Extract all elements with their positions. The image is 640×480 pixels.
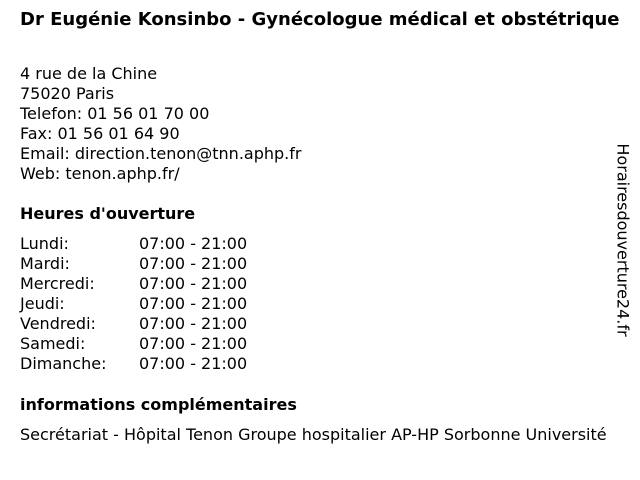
website-link[interactable]: Web: tenon.aphp.fr/	[20, 164, 180, 183]
time-range: 07:00 - 21:00	[139, 294, 248, 313]
time-range: 07:00 - 21:00	[139, 234, 248, 253]
time-range: 07:00 - 21:00	[139, 334, 248, 353]
time-range: 07:00 - 21:00	[139, 274, 248, 293]
day-label: Samedi:	[20, 334, 86, 353]
hours-row-wednesday	[20, 274, 247, 294]
phone-number[interactable]: Telefon: 01 56 01 70 00	[20, 104, 210, 123]
day-label: Mercredi:	[20, 274, 95, 293]
additional-info-heading: informations complémentaires	[20, 395, 297, 414]
hours-row-monday	[20, 234, 247, 254]
contact-block	[20, 64, 301, 184]
hours-row-sunday	[20, 354, 247, 374]
day-label: Jeudi:	[20, 294, 65, 313]
email-address[interactable]: Email: direction.tenon@tnn.aphp.fr	[20, 144, 302, 163]
hours-row-friday	[20, 314, 247, 334]
fax-number: Fax: 01 56 01 64 90	[20, 124, 180, 143]
opening-hours-heading: Heures d'ouverture	[20, 204, 196, 223]
day-label: Mardi:	[20, 254, 70, 273]
site-watermark	[612, 135, 634, 345]
watermark-text: Horairesdouverture24.fr	[614, 143, 634, 337]
day-label: Lundi:	[20, 234, 69, 253]
day-label: Vendredi:	[20, 314, 96, 333]
time-range: 07:00 - 21:00	[139, 354, 248, 373]
hours-row-saturday	[20, 334, 247, 354]
additional-info-text: Secrétariat - Hôpital Tenon Groupe hospitalier AP-HP Sorbonne Université	[20, 425, 607, 444]
day-label: Dimanche:	[20, 354, 107, 373]
address-street: 4 rue de la Chine	[20, 64, 158, 83]
page-title: Dr Eugénie Konsinbo - Gynécologue médical et obstétrique	[20, 9, 620, 30]
time-range: 07:00 - 21:00	[139, 314, 248, 333]
hours-row-tuesday	[20, 254, 247, 274]
address-city: 75020 Paris	[20, 84, 115, 103]
time-range: 07:00 - 21:00	[139, 254, 248, 273]
hours-row-thursday	[20, 294, 247, 314]
opening-hours-table	[20, 234, 247, 374]
